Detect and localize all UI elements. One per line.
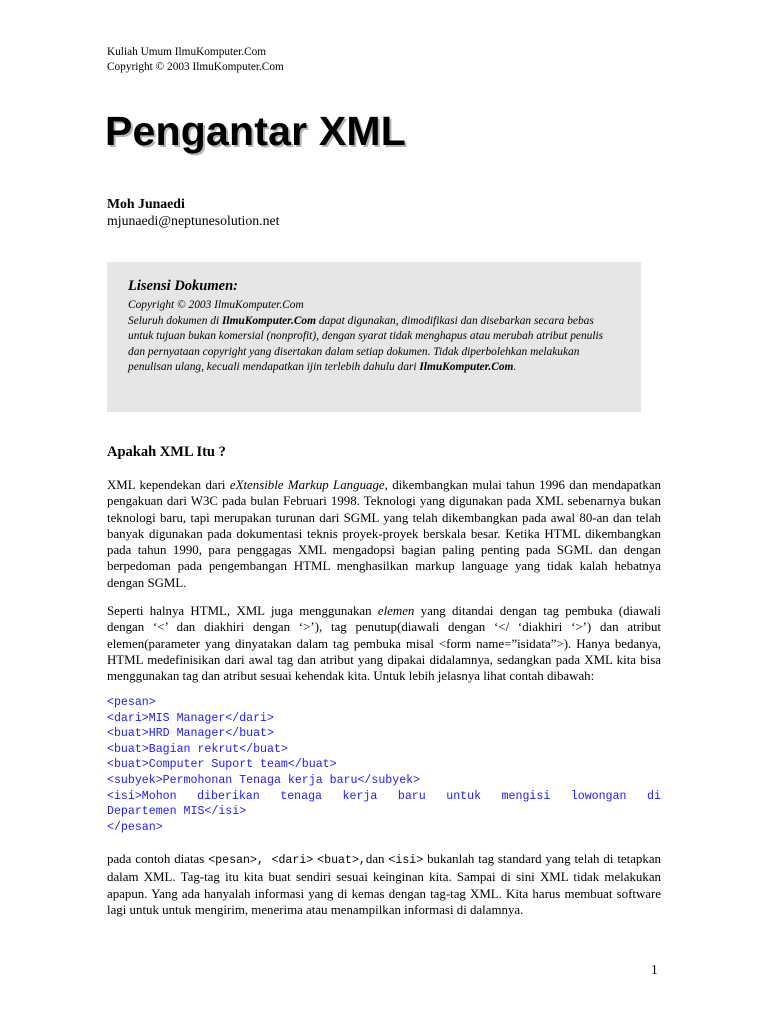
paragraph-text: bukanlah tag standard yang telah di tetapkan dalam XML. Tag-tag itu kita buat sendiri sesuai keinginan kita. Sampai di sini XML tidak melakukan apapun. Yang ada hanyalah informasi yang di kemas dengan tag-tag XML. Kita harus membuat software lagi untuk untuk mengirim, menerima atau menampilkan informasi di dalamnya. xyxy=(107,852,661,917)
header-course-line: Kuliah Umum IlmuKomputer.Com xyxy=(107,46,267,58)
header-copyright-line: Copyright © 2003 IlmuKomputer.Com xyxy=(107,60,284,73)
license-copyright: Copyright © 2003 IlmuKomputer.Com xyxy=(128,299,304,311)
xml-code-example xyxy=(107,695,661,835)
code-line-justified xyxy=(107,789,661,805)
code-line: <dari>MIS Manager</dari> xyxy=(107,711,274,725)
paragraph-explanation xyxy=(107,851,661,918)
paragraph-text: , dikembangkan mulai tahun 1996 dan mendapatkan pengakuan dari W3C pada bulan Februari 1998. Teknologi yang digunakan pada XML sebenarnya bukan teknologi baru, tapi merupakan turunan dari SGML yang telah dikembangkan pada awal 80-an dan telah banyak digunakan pada dokumentasi teknis proyek-proyek berskala besar. Ketika HTML dikembangkan pada tahun 1990, para penggagas XML mengadopsi bagian paling penting pada SGML dan dengan berpedoman pada pengembangan HTML menghasilkan markup language yang tidak kalah hebatnya dengan SGML. xyxy=(107,478,661,590)
license-box xyxy=(107,262,641,412)
code-line: <buat>Bagian rekrut</buat> xyxy=(107,742,288,756)
code-line: <buat>Computer Suport team</buat> xyxy=(107,758,337,772)
inline-code: <buat> xyxy=(317,854,359,867)
code-word: <isi>Mohon xyxy=(107,789,177,803)
author-block xyxy=(107,195,280,229)
license-site-name: IlmuKomputer.Com xyxy=(419,361,514,374)
code-line: <subyek>Permohonan Tenaga kerja baru</subyek> xyxy=(107,773,421,787)
paragraph-text: yang ditandai dengan tag pembuka (diawali dengan ‘<’ dan diakhiri dengan ‘>’), tag penutup(diawali dengan ‘</ ‘diakhiri ‘>’) dan atribut elemen(parameter yang dinyatakan dalam tag pembuka misal <form name=”isidata”>). Hanya bedanya, HTML medefinisikan dari awal tag dan atribut yang dipakai didalamnya, sedangkan pada XML kita bisa menggunakan tag dan atribut sesuai kehendak kita. Untuk lebih jelasnya lihat contah dibawah: xyxy=(107,604,662,684)
paragraph-elements xyxy=(107,603,661,684)
document-title: Pengantar XML xyxy=(105,108,407,154)
code-word: di xyxy=(647,789,661,803)
code-line: <pesan> xyxy=(107,696,156,709)
license-site-name: IlmuKomputer.Com xyxy=(221,314,316,327)
license-heading: Lisensi Dokumen: xyxy=(128,278,238,294)
inline-code: <isi> xyxy=(388,854,424,867)
section-heading: Apakah XML Itu ? xyxy=(107,444,226,460)
license-text-part: Seluruh dokumen di xyxy=(128,314,222,327)
document-header xyxy=(107,45,284,74)
paragraph-text: XML kependekan dari xyxy=(107,478,230,492)
author-name: Moh Junaedi xyxy=(107,196,185,211)
code-word: lowongan xyxy=(570,789,627,803)
inline-code-separator: , xyxy=(256,854,272,867)
code-line: <buat>HRD Manager</buat> xyxy=(107,727,274,741)
license-text-part: . xyxy=(513,361,517,374)
license-text xyxy=(128,314,621,376)
inline-code: <pesan> xyxy=(208,854,257,867)
inline-code-separator: , xyxy=(358,854,366,867)
code-word: baru xyxy=(397,789,426,803)
code-line: </pesan> xyxy=(107,820,163,834)
code-word: diberikan xyxy=(197,789,260,803)
paragraph-text: dan xyxy=(365,852,389,866)
code-word: mengisi xyxy=(501,789,551,803)
code-word: untuk xyxy=(446,789,482,803)
code-word: kerja xyxy=(342,789,378,803)
paragraph-text: pada contoh diatas xyxy=(107,852,209,866)
inline-code: <dari> xyxy=(271,854,314,867)
code-word: tenaga xyxy=(280,789,323,803)
code-line: Departemen MIS</isi> xyxy=(107,805,247,819)
paragraph-emphasis: eXtensible Markup Language xyxy=(229,478,385,492)
page-number: 1 xyxy=(651,962,658,977)
license-text-part: dapat digunakan, dimodifikasi dan disebarkan secara bebas untuk tujuan bukan komersial (nonprofit), dengan syarat tidak menghapus atau merubah atribut penulis dan pernyataan copyright yang disertakan dalam setiap dokumen. Tidak diperbolehkan melakukan penulisan ulang, kecuali mendapatkan ijin terlebih dahulu dari xyxy=(128,314,604,374)
paragraph-intro xyxy=(107,477,661,591)
paragraph-emphasis: elemen xyxy=(377,604,415,618)
paragraph-text: Seperti halnya HTML, XML juga menggunakan xyxy=(107,604,378,618)
author-email: mjunaedi@neptunesolution.net xyxy=(107,213,280,228)
